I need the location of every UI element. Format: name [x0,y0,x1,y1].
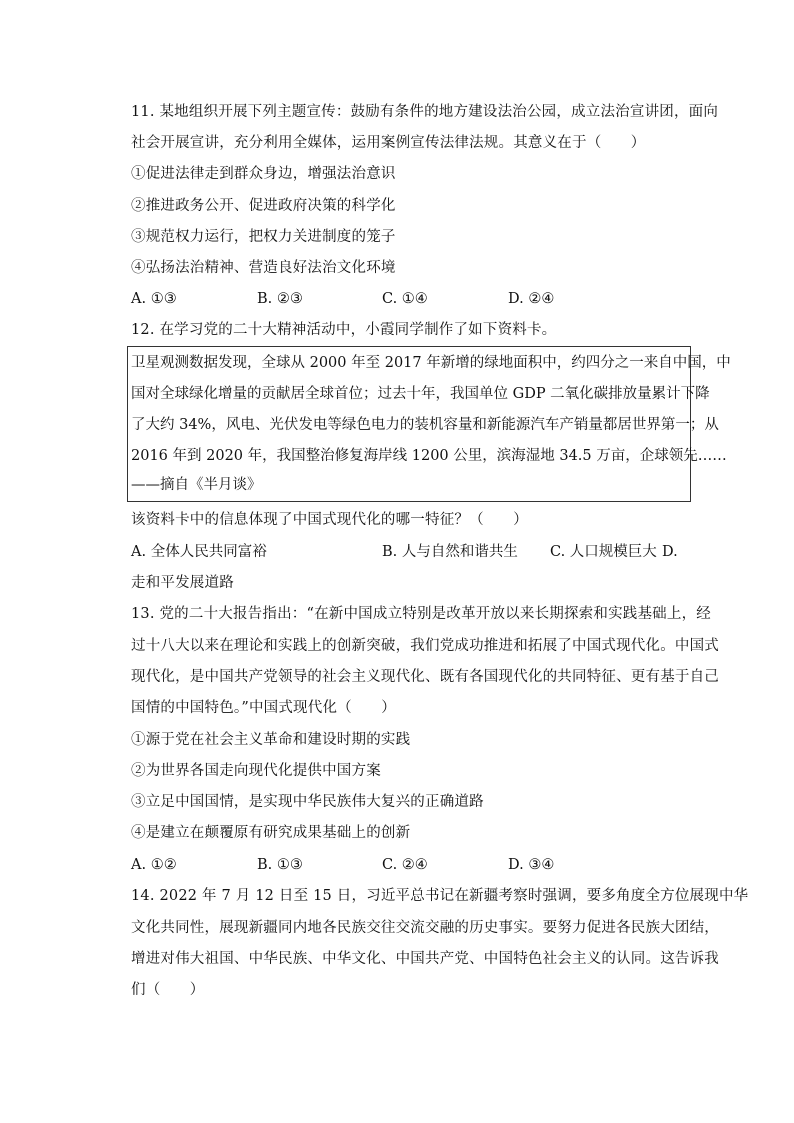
q13-item-1: ①源于党在社会主义革命和建设时期的实践 [131,732,411,748]
q11-stem-line2: 社会开展宣讲，充分利用全媒体，运用案例宣传法律法规。其意义在于（ ） [131,135,646,151]
card-line-3: 了大约 34%，风电、光伏发电等绿色电力的装机容量和新能源汽车产销量都居世界第一；从 [131,417,719,433]
q14-stem-line3: 增进对伟大祖国、中华民族、中华文化、中国共产党、中国特色社会主义的认同。这告诉我 [131,951,719,967]
card-line-2: 国对全球绿化增量的贡献居全球首位；过去十年，我国单位 GDP 二氧化碳排放量累计下降 [131,386,710,402]
q13-stem-line2: 过十八大以来在理论和实践上的创新突破，我们党成功推进和拓展了中国式现代化。中国式 [131,638,719,654]
q11-item-1: ①促进法律走到群众身边，增强法治意识 [131,166,396,182]
q12-option-d-text[interactable]: 走和平发展道路 [131,575,234,591]
card-source: ——摘自《半月谈》 [131,477,262,493]
q13-stem-line4: 国情的中国特色。”中国式现代化（ ） [131,700,396,716]
q13-options [131,855,691,875]
q12-option-b[interactable]: B. 人与自然和谐共生 [382,544,518,560]
q13-item-4: ④是建立在颠覆原有研究成果基础上的创新 [131,825,411,841]
card-line-1: 卫星观测数据发现，全球从 2000 年至 2017 年新增的绿地面积中，约四分之一来自中国，中 [131,355,731,371]
q12-option-d[interactable]: D. [662,544,678,560]
q13-stem-line3: 现代化，是中国共产党领导的社会主义现代化、既有各国现代化的共同特征、更有基于自己 [131,669,719,685]
q13-option-d[interactable]: D. ③④ [508,857,555,873]
q12-question: 该资料卡中的信息体现了中国式现代化的哪一特征？（ ） [131,512,528,528]
q11-option-d[interactable]: D. ②④ [508,291,555,307]
q12-stem: 12. 在学习党的二十大精神活动中，小霞同学制作了如下资料卡。 [131,322,557,338]
q13-stem-line1: 13. 党的二十大报告指出：“在新中国成立特别是改革开放以来长期探索和实践基础上，经 [131,606,711,622]
q12-option-c[interactable]: C. 人口规模巨大 [550,544,657,560]
q11-item-3: ③规范权力运行，把权力关进制度的笼子 [131,229,396,245]
q14-stem-line1: 14. 2022 年 7 月 12 日至 15 日，习近平总书记在新疆考察时强调，要多角度全方位展现中华 [131,888,749,904]
q13-item-2: ②为世界各国走向现代化提供中国方案 [131,763,381,779]
q11-item-4: ④弘扬法治精神、营造良好法治文化环境 [131,260,396,276]
q13-option-c[interactable]: C. ②④ [382,857,428,873]
q11-stem-line1: 11. 某地组织开展下列主题宣传：鼓励有条件的地方建设法治公园，成立法治宣讲团，面向 [131,104,719,120]
q11-item-2: ②推进政务公开、促进政府决策的科学化 [131,198,396,214]
q12-info-card [127,346,731,502]
q11-option-a[interactable]: A. ①③ [131,291,177,307]
q13-item-3: ③立足中国国情，是实现中华民族伟大复兴的正确道路 [131,794,484,810]
q14-stem-line2: 文化共同性，展现新疆同内地各民族交往交流交融的历史事实。要努力促进各民族大团结， [131,920,719,936]
card-line-4: 2016 年到 2020 年，我国整治修复海岸线 1200 公里，滨海湿地 34.5 万亩，企球领先…… [131,448,727,464]
q13-option-b[interactable]: B. ①③ [257,857,303,873]
q11-options [131,289,691,309]
q12-option-a[interactable]: A. 全体人民共同富裕 [131,544,267,560]
q14-stem-line4: 们（ ） [131,982,205,998]
q13-option-a[interactable]: A. ①② [131,857,177,873]
q11-option-c[interactable]: C. ①④ [382,291,428,307]
q12-options [131,542,691,562]
q11-option-b[interactable]: B. ②③ [257,291,303,307]
